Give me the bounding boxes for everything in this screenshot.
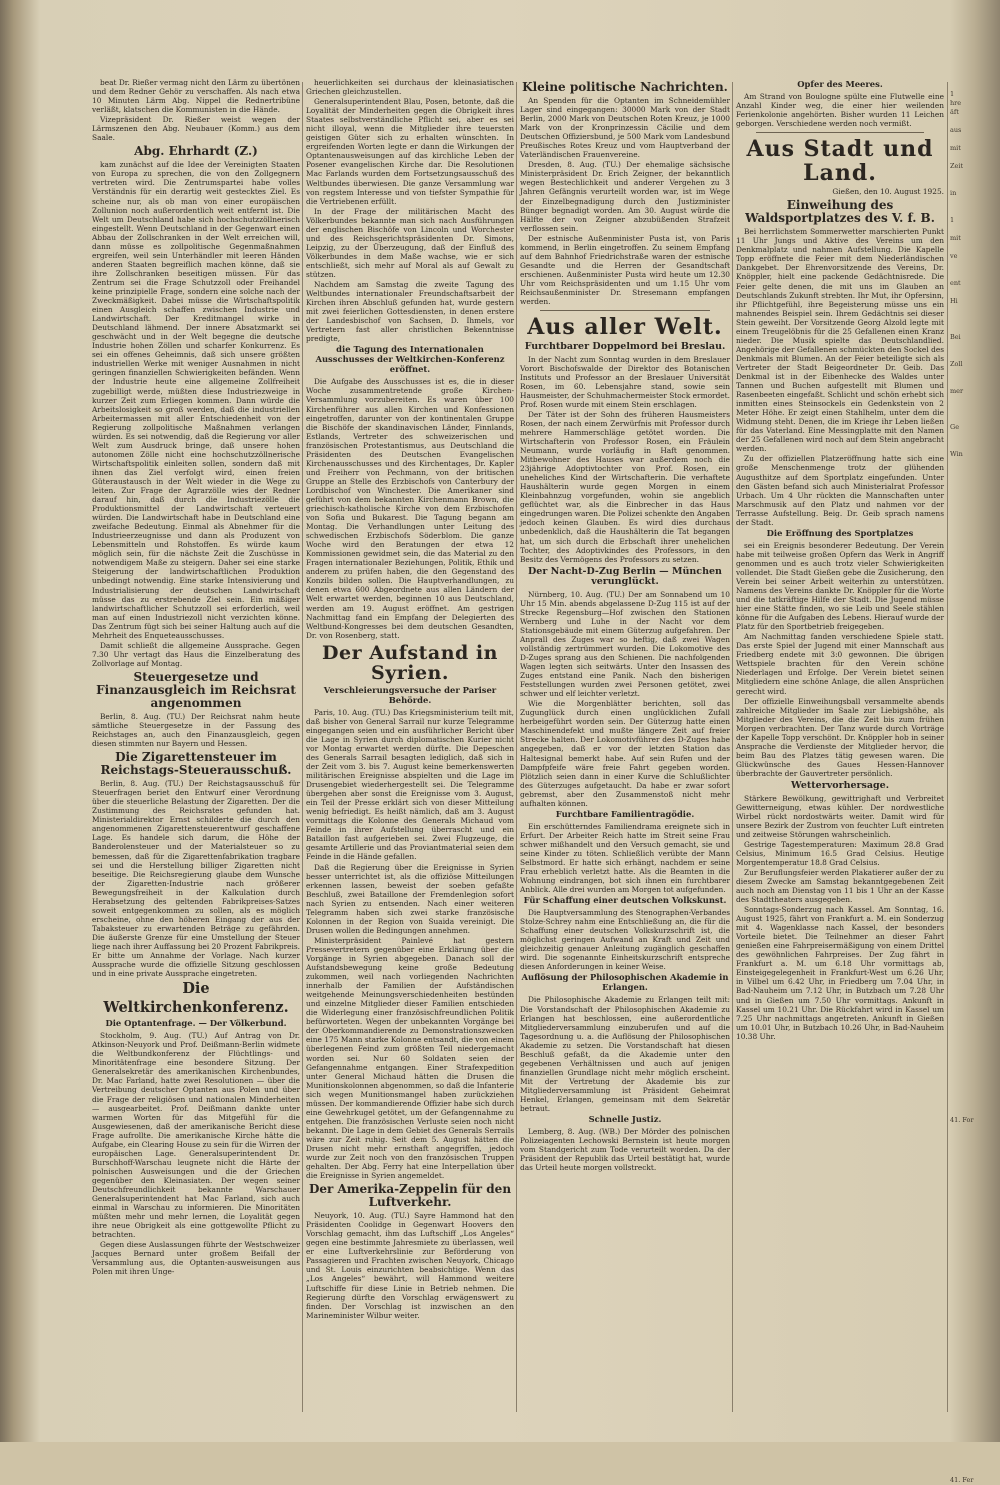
edge-text-fragment [950,657,998,666]
edge-text-fragment [950,1206,998,1215]
article-paragraph: Die Aufgabe des Ausschusses ist es, die in dieser Woche zusammentretende große Kirchen-Versammlung vorzubereiten. Es waren über 100 Kirchenführer aus allen Kirchen und Konfessionen eingetroffen, darunter von der kontinentalen Gruppe die Bischöfe der skandinavischen Länder, Finnlands, Estlands, Vertreter des schweizerischen und französischen Protestantismus, aus Deutschland die Präsidenten des Deutschen Evangelischen Kirchenausschusses und des Kirchentages, Dr. Kapler und Freiherr von Pechmann, von der britischen Gruppe an Stelle des Erzbischofs von Canterbury der Lordbischof von Winchester. Die Amerikaner sind geführt von dem bekannten Kirchenmann Brown, die griechisch-katholische Kirche von dem Erzbischofen von Sofia und Bukarest. Die Tagung begann am Montag. Die Verhandlungen unter Leitung des schwedischen Erzbischofs Söderblom. Die ganze Woche wird den Beratungen der etwa 12 Kommissionen gewidmet sein, die das Material zu den Fragen internationaler Beziehungen, Politik, Ethik und anderem zu prüfen haben, die den Gegenstand des Konzils bilden sollen. Die Hauptverhandlungen, zu denen etwa 600 Abgeordnete aus allen Ländern der Welt erwartet werden, beginnen 10 aus Deutschland, werden am 19. August eröffnet. Am gestrigen Nachmittag fand ein Empfang der Delegierten des Weltbund-Kongresses bei dem deutschen Gesandten, Dr. von Rosenberg, statt. [306,377,514,640]
edge-text-fragment [950,873,998,882]
article-paragraph: Wie die Morgenblätter berichten, soll das Zugunglück durch einen unglücklichen Zufall herbeigeführt worden sein. Der Güterzug hatte einen Maschinendefekt und mußte längere Zeit auf freier Strecke halten. Der Lokomotivführer des D-Zuges habe angegeben, daß er vor der letzten Station das Haltesignal bemerkt habe. Auf sein Rufen und der Dampfpfeife wäre freie Fahrt gegeben worden. Plötzlich seien dann in einer Kurve die Schlußlichter des Güterzuges aufgetaucht. Da habe er zwar sofort gebremst, aber den Zusammenstoß nicht mehr aufhalten können. [520,699,730,808]
edge-text-fragment [950,612,998,621]
edge-text-fragment [950,414,998,423]
article-paragraph: Zu der offiziellen Platzeröffnung hatte sich eine große Menschenmenge trotz der glühenden Augusthitze auf dem Sportplatz eingefunden. Unter den Gästen befand sich auch Ministerialrat Professor Urbach. Um 4 Uhr rückten die Mannschaften unter Marschmusik auf den Platz und nahmen vor der Terrasse Aufstellung. Beig. Dr. Geib sprach namens der Stadt. [736,454,944,527]
edge-text-fragment [950,1071,998,1080]
edge-text-fragment: Zoll [950,360,963,368]
edge-text-fragment [950,468,998,477]
edge-text-fragment [950,522,998,531]
article-paragraph: Vizepräsident Dr. Rießer weist wegen der Lärmszenen den Abg. Neubauer (Komm.) aus dem Saale. [92,115,300,143]
edge-text-fragment [950,927,998,936]
edge-text-fragment [950,828,998,837]
edge-text-fragment [950,1458,998,1467]
article-subheadline: Schnelle Justiz. [588,1114,662,1125]
article-paragraph: Gestrige Tagestemperaturen: Maximum 28.8 Grad Celsius, Minimum 16.5 Grad Celsius. Heutige Morgentemperatur 18.8 Grad Celsius. [736,839,944,867]
edge-text-fragment [950,1413,998,1422]
edge-text-fragment [950,567,998,576]
edge-text-fragment [950,639,998,648]
edge-text-fragment [950,1008,998,1017]
edge-text-fragment [950,1107,998,1116]
article-subheadline: die Tagung des Internationalen Ausschusses der Weltkirchen-Konferenz eröffnet. [315,344,505,375]
column-rule [732,82,733,1412]
edge-text-fragment [950,1098,998,1107]
article-headline: Weltkirchenkonferenz. [103,999,289,1017]
edge-text-fragment [950,1260,998,1269]
edge-text-fragment [950,1224,998,1233]
edge-text-fragment [950,1233,998,1242]
edge-text-fragment [950,720,998,729]
edge-text-fragment: mit [950,234,961,242]
edge-text-fragment [950,1269,998,1278]
article-paragraph: Nürnberg, 10. Aug. (TU.) Der am Sonnabend um 10 Uhr 15 Min. abends abgelassene D-Zug 115 ist auf der Strecke Regensburg—Hof zwischen den Stationen Wernberg und Luhe in der Nacht vor dem Stationsgebäude mit einem Güterzug aufgefahren. Der Anprall des Zuges war so heftig, daß zwei Wagen vollständig zertrümmert wurden. Die Lokomotive des D-Zuges sprang aus den Schienen. Die nachfolgenden Wagen legten sich seitwärts. Unter den Insassen des Zuges entstand eine Panik. Nach den bisherigen Feststellungen wurden zwei Personen getötet, zwei schwer und elf leichter verletzt. [520,589,730,699]
edge-text-fragment [950,981,998,990]
column-3 [520,78,730,1418]
edge-text-fragment [950,1386,998,1395]
edge-text-fragment [950,900,998,909]
edge-text-fragment [950,342,998,351]
edge-text-fragment: Bei [950,333,961,341]
article-paragraph: beat Dr. Rießer vermag nicht den Lärm zu übertönen und dem Redner Gehör zu verschaffen. Als nach etwa 10 Minuten Lärm Abg. Nippel die Rednertribüne verläßt, klatschen die Kommunisten in die Hände. [92,78,300,115]
article-headline: Einweihung des Waldsportplatzes des V. f. B. [745,198,935,226]
edge-text-fragment [950,1341,998,1350]
edge-text-fragment [950,801,998,810]
edge-text-fragment: äft [950,108,959,116]
article-paragraph: Berlin, 8. Aug. (TU.) Der Reichsrat nahm heute sämtliche Steuergesetze in der Fassung des Reichstages an, auch den Finanzausgleich, gegen diesen stimmten nur Bayern und Hessen. [92,711,300,749]
edge-text-fragment [950,441,998,450]
edge-text-fragment [950,576,998,585]
edge-text-fragment: 1 [950,90,955,98]
divider [756,132,924,133]
edge-text-fragment [950,1287,998,1296]
article-subheadline: Verschleierungsversuche der Pariser Behörde. [323,684,497,705]
article-headline: Die Zigarettensteuer im Reichstags-Steuerausschuß. [100,750,292,778]
edge-text-fragment [950,369,998,378]
edge-text-fragment: ve [950,252,958,260]
edge-text-fragment: 1 [950,216,955,224]
article-paragraph: Der Täter ist der Sohn des früheren Hausmeisters Rosen, der nach einem Zerwürfnis mit Professor durch mehrere Hammerschläge getötet worden. Die Wirtschafterin von Professor Rosen, ein Fräulein Neumann, wurde vorläufig in Haft genommen. Mitbewohner des Hauses war außerdem noch die 23jährige Adoptivtochter von Prof. Rosen, ein uneheliches Kind der Wirtschafterin. Die verhaftete Haushälterin wurde gegen Morgen in einem Kleinbahnzug vorgefunden, wohin sie angeblich geflüchtet war, als die Einbrecher in das Haus eingedrungen waren. Die Polizei schenkte den Angaben jedoch keinen Glauben. Es wird dies durchaus unbedenklich, daß die Haushälterin die Tat begangen hat, um sich durch die Erbschaft ihrer unehelichen Tochter, des Adoptivkindes des Professors, in den Besitz des Vermögens des Professors zu setzen. [520,409,730,564]
edge-text-fragment [950,459,998,468]
edge-text-fragment [950,324,998,333]
article-paragraph: An Spenden für die Optanten im Schneidemühler Lager sind eingegangen: 30000 Mark von der Stadt Berlin, 2000 Mark von Deutschen Roten Kreuz, je 1000 Mark von der Kronprinzessin Cäcilie und dem Deutschen Offiziersbund, je 500 Mark vom Landesbund Preußisches Rotes Kreuz und vom Hauptverband der Vaterländischen Frauenvereine. [520,96,730,160]
edge-text-fragment: in [950,189,957,197]
edge-text-fragment [950,1332,998,1341]
edge-text-fragment [950,405,998,414]
edge-text-fragment [950,774,998,783]
edge-text-fragment [950,738,998,747]
edge-text-fragment [950,1161,998,1170]
edge-text-fragment [950,1377,998,1386]
edge-text-fragment [950,1170,998,1179]
article-paragraph: Paris, 10. Aug. (TU.) Das Kriegsministerium teilt mit, daß bisher von General Sarrail nur kurze Telegramme eingegangen seien und ein ausführlicher Bericht über die Lage in Syrien durch diplomatischen Kurier nicht vor Montag erwartet werden dürfte. Die Depeschen des Generals Sarrail besagten lediglich, daß sich in der Zeit vom 3. bis 7. August keine bemerkenswerten militärischen Ereignisse abspielten und die Lage im Drusengebiet wiederhergestellt sei. Die Telegramme übergehen aber sonst die Ereignisse vom 3. August, ein Teil der Presse erklärt sich von dieser Mitteilung wenig befriedigt. Es heißt nämlich, daß am 3. August vormittags die Kolonne des Generals Michaud vom Feinde in ihrer Aufstellung überrascht und ein Bataillon fast aufgerieben sei. Zwei Flugzeuge, die gesamte Artillerie und das Proviantmaterial seien dem Feinde in die Hände gefallen. [306,707,514,862]
edge-text-fragment [950,1215,998,1224]
edge-text-fragment: 41. For [950,1116,974,1124]
edge-text-fragment [950,1395,998,1404]
column-rule [947,82,948,1412]
edge-text-fragment: mit [950,144,961,152]
edge-text-fragment [950,1296,998,1305]
edge-text-fragment [950,603,998,612]
column-2 [306,78,514,1418]
edge-text-fragment [950,1089,998,1098]
article-paragraph: Die Hauptversammlung des Stenographen-Verbandes Stolze-Schrey nahm eine Entschließung an, die für die Schaffung einer deutschen Volkskurzschrift ist, die möglichst geringen Aufwand an Kraft und Zeit und gleichzeitig genauer Anleitung zugänglich geschaffen wird. Die sogenannte Einheitskurzschrift entspreche diesen Anforderungen in keiner Weise. [520,908,730,972]
article-paragraph: Der offizielle Einweihungsball versammelte abends zahlreiche Mitglieder im Saale zur Liebigshöhe, als Mitglieder des Vereins, die die Zeit bis zum frühen Morgen verbrachten. Der Tanz wurde durch Vorträge der Kapelle Topp verschönt. Dr. Knöppler hob in seiner Ansprache die Verdienste der Mitglieder hervor, die beim Bau des Platzes tätig gewesen waren. Die Glückwünsche des Gaues Hessen-Hannover überbrachte der Gauvertreter persönlich. [736,696,944,778]
edge-text-fragment [950,1152,998,1161]
edge-text-fragment [950,1422,998,1431]
edge-text-fragment [950,882,998,891]
edge-text-fragment [950,1026,998,1035]
edge-text-fragment [950,1062,998,1071]
edge-text-fragment [950,540,998,549]
edge-text-fragment [950,1278,998,1287]
article-subheadline: Die Optantenfrage. — Der Völkerbund. [105,1018,287,1029]
edge-text-fragment [950,1305,998,1314]
edge-text-fragment: Win [950,450,963,458]
edge-text-fragment [950,972,998,981]
article-headline: Der Amerika-Zeppelin für den Luftverkehr. [308,1182,512,1210]
column-4 [736,78,944,1418]
edge-text-fragment [950,936,998,945]
article-headline: Der Aufstand in Syrien. [322,641,498,684]
edge-text-fragment [950,630,998,639]
article-paragraph: Generalsuperintendent Blau, Posen, betonte, daß die Loyalität der Minderheiten gegen die Obrigkeit ihres Staates selbstverständliche Pflicht sei, aber es sei nicht illoyal, wenn die Mitglieder ihre teuersten geistigen Güter sich zu erhalten wünschten. In ergreifenden Worten legte er dann die Wirkungen der Optantenausweisungen auf das kirchliche Leben der Posener evangelischen Kirche dar. Die Resolutionen Mac Farlands wurden dem Fortsetzungsausschuß des Weltbundes überwiesen. Die ganze Versammlung war von regstem Interesse und von tiefster Sympathie für die Vertriebenen erfüllt. [306,97,514,206]
edge-text-fragment [950,531,998,540]
article-headline: Wettervorhersage. [790,780,890,791]
edge-text-fragment: hre [950,99,962,107]
edge-text-fragment [950,135,998,144]
edge-text-fragment [950,684,998,693]
article-headline: Der Nacht-D-Zug Berlin — München verunglückt. [528,565,722,588]
edge-text-fragment [950,846,998,855]
edge-text-fragment [950,1323,998,1332]
edge-text-fragment [950,1197,998,1206]
edge-text-fragment [950,513,998,522]
edge-text-fragment [950,765,998,774]
article-headline: Steuergesetze und Finanzausgleich im Reichsrat angenommen [96,669,296,710]
edge-text-fragment: mer [950,387,964,395]
edge-text-fragment [950,171,998,180]
edge-text-fragment: Zeit [950,162,964,170]
edge-text-fragment [950,549,998,558]
edge-text-fragment [950,756,998,765]
edge-text-fragment [950,288,998,297]
article-paragraph: Gegen diese Auslassungen führte der Westschweizer Jacques Bernard unter großem Beifall der Versammlung aus, die Optanten-ausweisungen aus Polen mit ihren Unge- [92,1240,300,1277]
edge-text-fragment [950,675,998,684]
edge-text-fragment [950,891,998,900]
article-paragraph: Am Strand von Boulogne spülte eine Flutwelle eine Anzahl Kinder weg, die einer hier weilenden Ferienkolonie angehörten. Bisher wurden 11 Leichen geborgen. Verschiedene werden noch vermißt. [736,92,944,129]
edge-text-fragment [950,558,998,567]
edge-text-fragment [950,1044,998,1053]
column-rule [516,82,517,1412]
edge-text-fragment [950,198,998,207]
edge-text-fragment [950,1188,998,1197]
edge-text-fragment [950,594,998,603]
edge-text-fragment [950,396,998,405]
edge-text-fragment [950,648,998,657]
article-paragraph: Dresden, 8. Aug. (TU.) Der ehemalige sächsische Ministerpräsident Dr. Erich Zeigner, der bekanntlich wegen Bestechlichkeit und anderer Vergehen zu 3 Jahren Gefängnis verurteilt worden war, ist im Wege der Einzelbegnadigung durch den Justizminister Bünger begnadigt worden. Am 30. August würde die Hälfte der von Zeigner abzubüßenden Strafzeit verflossen sein. [520,160,730,233]
edge-text-fragment [950,1179,998,1188]
edge-text-fragment [950,909,998,918]
divider [540,310,710,311]
article-paragraph: Am Nachmittag fanden verschiedene Spiele statt. Das erste Spiel der Jugend mit einer Mannschaft aus Friedberg endete mit 3:0 gewonnen. Die übrigen Wettspiele brachten für den Verein schöne Niederlagen und Erfolge. Der Verein bietet seinen Mitgliedern eine schöne Anlage, die allen Ansprüchen gerecht wird. [736,632,944,696]
edge-text-fragment: Hi [950,297,958,305]
column-1 [92,78,300,1418]
section-headline: Kleine politische Nachrichten. [522,80,728,94]
section-headline: Aus Stadt und Land. [746,136,934,187]
edge-text-fragment [950,1053,998,1062]
adjacent-page-edge [950,90,998,1484]
article-paragraph: Ein erschütterndes Familiendrama ereignete sich in Erfurt. Der Arbeiter Reich hatte im Streit seine Frau schwer mißhandelt und den Versuch gemacht, sie und seine Kinder zu töten. Schließlich verübte der Mann Selbstmord. Er hatte sich erhängt, nachdem er seine Frau erheblich verletzt hatte. Als die Beamten in die Wohnung eindrangen, bot sich ihnen ein furchtbarer Anblick. Alle drei wurden am Morgen tot aufgefunden. [520,821,730,895]
edge-text-fragment [950,1359,998,1368]
edge-text-fragment [950,477,998,486]
column-rule [302,82,303,1412]
edge-text-fragment [950,864,998,873]
article-subheadline: Für Schaffung einer deutschen Volkskunst. [523,895,727,906]
article-subheadline: Auflösung der Philosophischen Akademie in Erlangen. [521,972,729,993]
article-paragraph: Ministerpräsident Painlevé hat gestern Pressevertretern gegenüber eine Erklärung über die Vorgänge in Syrien abgegeben. Danach soll der Aufstandsbewegung keine große Bedeutung zukommen, weil nach vorliegenden Nachrichten innerhalb der Familien der Aufständischen weitgehende Meinungsverschiedenheiten bestünden und einzelne Mitglieder dieser Familien entschieden die Widerlegung einer französischfreundlichen Politik befürworteten. Wegen der unbekannten Vorgänge bei der Oberkommandierende zu Demonstrationszwecken eine 175 Mann starke Kolonne entsandt, die von einem überlegenen Feind zum größten Teil niedergemacht worden sei. Nur 60 Soldaten seien der Gefangennahme entgangen. Einer Strafexpedition unter General Michaud hätten die Drusen die Munitionskolonnen abgenommen, so daß die Infanterie sich wegen Munitionsmangel haben zurückziehen müssen. Der kommandierende Offizier habe sich durch eine Gewehrkugel getötet, um der Gefangennahme zu entgehen. Die französischen Verluste seien noch nicht bekannt. Die Lage in dem Gebiet des Generals Serrails wäre zur Zeit ruhig. Seit dem 5. August hätten die Drusen nicht mehr ernsthaft angegriffen, jedoch wurde zur Zeit noch von den französischen Truppen gehalten. Der Abg. Ferry hat eine Interpellation über die Ereignisse in Syrien angemeldet. [306,935,514,1181]
edge-text-fragment [950,180,998,189]
edge-text-fragment [950,945,998,954]
article-paragraph: In der Frage der militärischen Macht des Völkerbundes bekannte man sich nach Ausführungen der englischen Bischöfe von Lincoln und Worchester und des Reichsgerichtspräsidenten Dr. Simons, Leipzig, zu der Überzeugung, daß der Einfluß des Völkerbundes in dem Maße wachse, wie er sich entschließt, sich mehr auf Moral als auf Gewalt zu stützen. [306,206,514,279]
edge-text-fragment: aus [950,126,962,134]
edge-text-fragment [950,117,998,126]
article-paragraph: Der estnische Außenminister Pusta ist, von Paris kommend, in Berlin eingetroffen. Zu seinem Empfang auf dem Bahnhof Friedrichstraße waren der estnische Gesandte und die Herren der Gesandtschaft erschienen. Außenminister Pusta wird heute um 12.30 Uhr vom Reichspräsidenten und um 1.15 Uhr vom Reichsaußenminister Dr. Stresemann empfangen werden. [520,233,730,307]
edge-text-fragment [950,1134,998,1143]
edge-text-fragment [950,1080,998,1089]
article-paragraph: Die Philosophische Akademie zu Erlangen teilt mit: Die Vorstandschaft der Philosophischen Akademie zu Erlangen hat beschlossen, eine außerordentliche Mitgliederversammlung einzuberufen und auf die Tagesordnung u. a. die Auflösung der Philosophischen Akademie zu setzen. Die Vorstandschaft hat diesen Beschluß gefaßt, da die Akademie unter den gegebenen Verhältnissen und auch auf jenigen finanziellen Grundlage nicht mehr möglich erscheint. Mit der Vertretung der Akademie bis zur Mitgliederversammlung ist Präsident Geheimrat Henkel, Erlangen, gemeinsam mit dem Sekretär betraut. [520,995,730,1114]
edge-text-fragment [950,990,998,999]
edge-text-fragment [950,432,998,441]
edge-text-fragment [950,693,998,702]
edge-text-fragment: Ge [950,423,960,431]
article-paragraph: Bei herrlichstem Sommerwetter marschierten Punkt 11 Uhr Jungs und Aktive des Vereins um den Denkmalplatz und nahmen Aufstellung. Die Kapelle Topp eröffnete die Feier mit dem Niederländischen Dankgebet. Der Ehrenvorsitzende des Vereins, Dr. Knöppler, hielt eine packende Gedächtnisrede. Die Feier gelte denen, die mit uns im Glauben an Deutschlands Zukunft strebten. Ihr Mut, ihr Opfersinn, ihr Pflichtgefühl, ihre Begeisterung müsse uns ein mahnendes Beispiel sein. Ihrem Gedächtnis sei dieser Stein geweiht. Der Vorsitzende Georg Alzold legte mit einem Treugelöbnis für die 25 Gefallenen einen Kranz nieder. Die Musik spielte das Deutschlandlied. Angehörige der Gefallenen schmückten den Sockel des Denkmals mit Blumen. An der Feier beteiligte sich als Vertreter der Stadt Beigeordneter Dr. Geib. Das Denkmal ist in der Eibenhecke des Waldes unter Tannen und Buchen aufgestellt mit Blumen und Rasenbeeten eingefaßt. Schlicht und schön erhebt sich inmitten eines Steinsockels ein Gedenkstein von 2 Meter Höhe. Er zeigt einen Stahlhelm, unter dem die Widmung steht. Denen, die im Kriege ihr Leben ließen für das Vaterland. Eine Messingplatte mit den Namen der 25 Gefallenen wird noch auf dem Stein angebracht werden. [736,227,944,454]
edge-text-fragment [950,486,998,495]
edge-text-fragment [950,711,998,720]
edge-text-fragment [950,792,998,801]
article-paragraph: Sonntags-Sonderzug nach Kassel. Am Sonntag, 16. August 1925, fährt von Frankfurt a. M. ein Sonderzug mit 4. Wagenklasse nach Kassel, der besonders Vorteile bietet. Die Teilnehmer an dieser Fahrt genießen eine Fahrpreisermäßigung von einem Drittel des gewöhnlichen Fahrpreises. Der Zug fährt in Frankfurt a. M. um 6.18 Uhr vormittags ab, Einsteigegelegenheit in Frankfurt-West um 6.26 Uhr, in Vilbel um 6.42 Uhr, in Friedberg um 7.04 Uhr, in Bad-Nauheim um 7.12 Uhr, in Butzbach um 7.28 Uhr und in Gießen um 7.50 Uhr vormittags. Ankunft in Kassel um 10.21 Uhr. Die Rückfahrt wird in Kassel um 7.25 Uhr nachmittags angetreten. Ankunft in Gießen um 10.01 Uhr, in Butzbach 10.26 Uhr, in Bad-Nauheim 10.38 Uhr. [736,905,944,1041]
edge-text-fragment [950,1143,998,1152]
edge-text-fragment [950,261,998,270]
edge-text-fragment [950,783,998,792]
edge-text-fragment [950,1467,998,1476]
article-paragraph: Zur Beruflungsfeier werden Plakatierer außer der zu diesem Zwecke am Samstag bekanntgegebenen Zeit auch noch am Dienstag von 11 bis 1 Uhr an der Kasse des Stadttheaters ausgegeben. [736,867,944,905]
article-paragraph: Damit schließt die allgemeine Aussprache. Gegen 7.30 Uhr vertagt das Haus die Einzelberatung des Zollvorlage auf Montag. [92,640,300,668]
speaker-heading: Abg. Ehrhardt (Z.) [134,144,258,159]
article-paragraph: heuerlichkeiten sei durchaus der kleinasiatischen Griechen gleichzustellen. [306,78,514,97]
article-paragraph: Nachdem am Samstag die zweite Tagung des Weltbundes internationaler Freundschaftsarbeit der Kirchen ihren Abschluß gefunden hat, wurde gestern mit zwei feierlichen Gottesdiensten, in denen erstere der Landesbischof von Sachsen, D. Ihmels, vor Vertretern fast aller christlichen Bekenntnisse predigte, [306,280,514,344]
edge-text-fragment [950,999,998,1008]
edge-text-fragment [950,1449,998,1458]
article-paragraph: Daß die Regierung über die Ereignisse in Syrien besser unterrichtet ist, als die offiziöse Mitteilungen erkennen lassen, beweist der soeben gefaßte Beschluß, zwei Bataillone der Fremdenlegion sofort nach Syrien zu entsenden. Nach einer weiteren Telegramm haben sich zwei starke französische Kolonnen in der Region von Suaida vereinigt. Die Drusen wollen die Bedingungen annehmen. [306,862,514,935]
edge-text-fragment: 41. Fer [950,1476,974,1484]
article-paragraph: Berlin, 8. Aug. (TU.) Der Reichstagsausschuß für Steuerfragen beriet den Entwurf einer Verordnung über die steuerliche Belastung der Zigaretten. Der die Zustimmung des Reichsrates gefunden hat. Ministerialdirektor Ernst schilderte die durch den angenommenen Zigarettensteuerentwurf geschaffene Lage. Es handele sich darum, die Höhe der Banderolensteuer und der Materialsteuer so zu bemessen, daß für die Zigarettenfabrikation tragbare sei und die Herstellung billiger Zigaretten nicht beseitige. Die Reichsregierung glaube dem Wunsche der Zigaretten-Industrie nach größerer Bewegungsfreiheit in der Kalkulation durch Herabsetzung des geltenden Fabrikpreises-Satzes soweit entgegenkommen zu sollen, als es möglich erscheine, ohne den höheren Eingang der aus der Tabaksteuer zu erwartenden Beträge zu gefährden. Die äußerste Grenze für eine Umstellung der Steuer liege nach ihrer Auffassung bei 20 Prozent Fabrikpreis. Er bitte um Annahme der Vorlage. Nach kurzer Aussprache wurde die offizielle Sitzung geschlossen und in eine private Aussprache eingetreten. [92,779,300,979]
article-paragraph: Neuyork, 10. Aug. (TU.) Sayre Hammond hat den Präsidenten Coolidge in Gegenwart Hoovers den Vorschlag gemacht, ihm das Luftschiff „Los Angeles“ gegen eine bestimmte Jahresmiete zu überlassen, weil er eine Luftverkehrslinie zur Beförderung von Passagieren und Frachten zwischen Neuyork, Chicago und St. Louis einzurichten beabsichtige. Wenn das „Los Angeles“ bewährt, will Hammond weitere Luftschiffe für diese Linie in Betrieb nehmen. Die Regierung dürfte den Vorschlag erwägenswert zu finden. Der Vorschlag ist inzwischen an den Marineminister Wilbur weiter. [306,1211,514,1320]
edge-text-fragment [950,1314,998,1323]
edge-text-fragment [950,855,998,864]
edge-text-fragment [950,819,998,828]
edge-text-fragment [950,963,998,972]
article-paragraph: kam zunächst auf die Idee der Vereinigten Staaten von Europa zu sprechen, die von den Zollgegnern vertreten wird. Die Zentrumspartei habe volles Verständnis für ein derartig weit gestecktes Ziel. Es scheine nur, als ob man von einer europäischen Zollunion noch außerordentlich weit entfernt ist. Die Welt um Deutschland habe sich hochschutzzöllnerisch eingestellt. Wenn Deutschland in der Gegenwart einen Abbau der Zollschranken in der Welt erreichen will, dann müsse es zollpolitische Gegenmaßnahmen ergreifen, weil sein Unterhändler mit leeren Händen anderen Staaten begreiflich machen könne, daß sie ihre Zollschranken beseitigen müssen. Für das Zentrum sei die Frage Schutzzoll oder Freihandel keine prinzipielle Frage, sondern eine solche nach der Zweckmäßigkeit. Dabei müsse die Wirtschaftspolitik einen Ausgleich schaffen zwischen Industrie und Landwirtschaft. Der Kreditmangel wirke in Deutschland lähmend. Der innere Absatzmarkt sei geschwächt und in der Welt begegne die deutsche Industrie hohen Zöllen und scharfer Konkurrenz. Es sei ein offenes Geheimnis, daß sich unsere größten industriellen Werke mit weniger Ausnahmen in nicht geringen finanziellen Schwierigkeiten befänden. Wenn der Industrie heute eine allgemeine Zollfreiheit zugebilligt werde, müßten diese Industriezweige in kurzer Zeit zum Erliegen kommen. Dann würde die Arbeitslosigkeit so groß werden, daß die industriellen Arbeitermassen mit aller Entschiedenheit von der Regierung zollpolitische Maßnahmen verlangen würden. Es sei notwendig, daß die Regierung vor aller Welt zum Ausdruck bringe, daß unsere hohen autonomen Zölle nicht eine hochschutzzöllnerische Wirtschaftspolitik einleiten sollen, sondern daß mit ihnen das Ziel verfolgt wird, einen freien Güteraustausch in der Welt wieder in die Wege zu leiten. Zur Frage der Agrarzölle wies der Redner darauf hin, daß durch die Industriezölle die Produktionsmittel der Landwirtschaft verteuert würden. Die Landwirtschaft habe in Deutschland eine zweifache Bedeutung. Einmal als Abnehmer für die Industrieerzeugnisse und dann als Produzent von Lebensmitteln und Rohstoffen. Es würde kaum möglich sein, für die nächste Zeit die Zuschüsse in notwendigem Maße zu steigern. Daher sei eine starke Steigerung der landwirtschaftlichen Produktion unbedingt notwendig. Eine starke Intensivierung und Industrialisierung der deutschen Landwirtschaft müsse das zu erstrebende Ziel sein. Ein mäßiger landwirtschaftlicher Schutzzoll sei erforderlich, weil man auf einen Industriezoll nicht verzichten könne. Das Zentrum fügt sich bei seiner Haltung auch auf die Mehrheit des Enqueteausschusses. [92,160,300,640]
edge-text-fragment [950,1404,998,1413]
edge-text-fragment [950,315,998,324]
edge-text-fragment [950,270,998,279]
edge-text-fragment [950,153,998,162]
section-headline: Aus aller Welt. [527,314,723,341]
edge-text-fragment: ent [950,279,961,287]
article-paragraph: Stärkere Bewölkung, gewittrighaft und Verbreitet Gewitterneigung, etwas kühler. Der nordwestliche Wirbel rückt nordostwärts weiter. Damit wird für unsere Bezirk der Zustrom von feuchter Luft eintreten und zeitweise Störungen wahrscheinlich. [736,793,944,839]
article-paragraph: In der Nacht zum Sonntag wurden in dem Breslauer Vorort Bischofswalde der Direktor des Botanischen Instituts und Professor an der Breslauer Universität Rosen, im 60. Lebensjahre stand, sowie sein Hausmeister, der Schuhmachermeister Stock ermordet. Prof. Rosen wurde mit einem Stein erschlagen. [520,354,730,409]
edge-text-fragment [950,225,998,234]
edge-text-fragment [950,495,998,504]
edge-text-fragment [950,504,998,513]
article-paragraph: sei ein Ereignis besonderer Bedeutung. Der Verein habe mit teilweise großen Opfern das Werk in Angriff genommen und es auch trotz vieler Schwierigkeiten vollendet. Die Stadt Gießen gebe die Zusicherung, den Verein bei seiner Arbeit weiterhin zu unterstützen. Namens des Vereins dankte Dr. Knöppler für die Worte und die tatkräftige Hilfe der Stadt. Die Jugend müsse hier eine Stätte finden, wo sie Leib und Seele stählen könne für die Aufgaben des Lebens. Hierauf wurde der Platz für den Sportbetrieb freigegeben. [736,540,944,632]
edge-text-fragment [950,666,998,675]
article-paragraph: Lemberg, 8. Aug. (WB.) Der Mörder des polnischen Polizeiagenten Lechowski Bernstein ist heute morgen vom Standgericht zum Tode verurteilt worden. Da der Präsident der Republik das Urteil bestätigt hat, wurde das Urteil heute morgen vollstreckt. [520,1127,730,1173]
edge-text-fragment [950,729,998,738]
edge-text-fragment [950,1368,998,1377]
edge-text-fragment [950,837,998,846]
edge-text-fragment [950,954,998,963]
dateline: Gießen, den 10. August 1925. [832,187,944,197]
edge-text-fragment [950,306,998,315]
edge-text-fragment [950,1017,998,1026]
article-paragraph: Stockholm, 9. Aug. (TU.) Auf Antrag von Dr. Atkinson-Neuyork und Prof. Deißmann-Berlin widmete die Weltbundkonferenz der Flüchtlings- und Minoritätenfrage eine besondere Sitzung. Der Generalsekretär des amerikanischen Kirchenbundes, Dr. Mac Farland, hatte zwei Resolutionen — über die Vertreibung deutscher Optanten aus Polen und über die Frage der religiösen und nationalen Minderheiten — ausgearbeitet. Prof. Deißmann dankte unter warmen Worten für das Mitgefühl für die Ausgewiesenen, daß der amerikanische Bericht diese Frage aufrollte. Die amerikanische Kirche hätte die Aufgabe, ein Clearing House zu sein für die Wirren der europäischen Lage. Generalsuperintendent Dr. Burschhoff-Warschau leugnete nicht die Härte der polnischen Ausweisungen und die der Griechen gegenüber den Kleinasiaten. Der wegen seiner Deutschfreundlichkeit bekannte Warschauer Generalsuperintendent hat Mac Farland, sich auch einmal in Warschau zu informieren. Die Minoritäten müßten mehr und mehr lernen, die Loyalität gegen ihre neue Obrigkeit als eine gottgewollte Pflicht zu betrachten. [92,1031,300,1240]
edge-text-fragment [950,1431,998,1440]
edge-text-fragment [950,243,998,252]
article-subheadline: Furchtbare Familientragödie. [555,808,695,819]
edge-text-fragment [950,1251,998,1260]
edge-text-fragment [950,702,998,711]
article-headline: Furchtbarer Doppelmord bei Breslau. [524,341,726,353]
edge-text-fragment [950,810,998,819]
edge-text-fragment [950,351,998,360]
edge-text-fragment [950,918,998,927]
edge-text-fragment [950,747,998,756]
article-headline-kicker: Die [182,980,210,998]
article-subheadline: Die Eröffnung des Sportplatzes [766,527,914,538]
edge-text-fragment [950,1242,998,1251]
edge-text-fragment [950,1035,998,1044]
article-subheadline: Opfer des Meeres. [797,79,883,89]
edge-text-fragment [950,1350,998,1359]
edge-text-fragment [950,1440,998,1449]
edge-text-fragment [950,378,998,387]
edge-text-fragment [950,1125,998,1134]
edge-text-fragment [950,207,998,216]
edge-text-fragment [950,621,998,630]
edge-text-fragment [950,585,998,594]
